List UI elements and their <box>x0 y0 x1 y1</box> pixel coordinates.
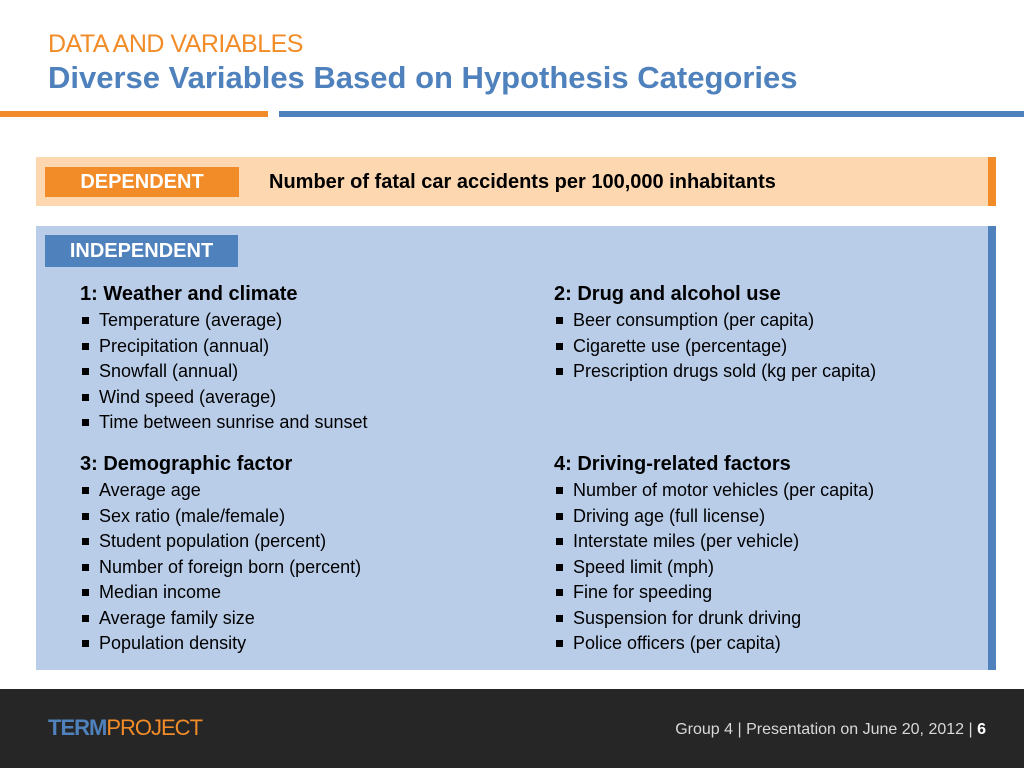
list-item: Suspension for drunk driving <box>554 606 874 632</box>
section-kicker: DATA AND VARIABLES <box>48 30 303 58</box>
list-item: Precipitation (annual) <box>80 334 367 360</box>
list-item: Average age <box>80 478 361 504</box>
group-weather-climate <box>80 281 367 436</box>
list-item: Speed limit (mph) <box>554 555 874 581</box>
list-item: Number of motor vehicles (per capita) <box>554 478 874 504</box>
list-item: Prescription drugs sold (kg per capita) <box>554 359 876 385</box>
list-item: Fine for speeding <box>554 580 874 606</box>
dependent-band-edge <box>988 157 996 206</box>
dependent-variable: Number of fatal car accidents per 100,000 inhabitants <box>269 171 776 193</box>
group-title: 1: Weather and climate <box>80 283 298 305</box>
slide-title: Diverse Variables Based on Hypothesis Categories <box>48 60 798 95</box>
group-list <box>80 478 361 657</box>
header-rule-orange <box>0 111 268 117</box>
list-item: Time between sunrise and sunset <box>80 410 367 436</box>
list-item: Snowfall (annual) <box>80 359 367 385</box>
group-list <box>80 308 367 436</box>
list-item: Temperature (average) <box>80 308 367 334</box>
independent-label: INDEPENDENT <box>45 235 238 267</box>
group-driving-related <box>554 451 874 657</box>
dependent-band <box>36 157 996 206</box>
list-item: Population density <box>80 631 361 657</box>
slide-header <box>48 30 797 97</box>
list-item: Driving age (full license) <box>554 504 874 530</box>
logo-term: TERM <box>48 715 107 740</box>
group-drug-alcohol <box>554 281 876 385</box>
list-item: Wind speed (average) <box>80 385 367 411</box>
list-item: Cigarette use (percentage) <box>554 334 876 360</box>
list-item: Student population (percent) <box>80 529 361 555</box>
group-title: 3: Demographic factor <box>80 453 293 475</box>
dependent-label: DEPENDENT <box>45 167 239 197</box>
list-item: Sex ratio (male/female) <box>80 504 361 530</box>
list-item: Number of foreign born (percent) <box>80 555 361 581</box>
page-number: 6 <box>977 721 986 738</box>
list-item: Beer consumption (per capita) <box>554 308 876 334</box>
logo-project: PROJECT <box>106 715 203 740</box>
term-project-logo <box>48 715 202 741</box>
list-item: Average family size <box>80 606 361 632</box>
footer-info <box>675 720 986 740</box>
independent-panel <box>36 226 996 670</box>
slide-footer <box>0 689 1024 768</box>
independent-panel-edge <box>988 226 996 670</box>
group-list <box>554 308 876 385</box>
group-title: 4: Driving-related factors <box>554 453 791 475</box>
group-demographic <box>80 451 361 657</box>
list-item: Police officers (per capita) <box>554 631 874 657</box>
group-title: 2: Drug and alcohol use <box>554 283 781 305</box>
list-item: Median income <box>80 580 361 606</box>
header-rule-blue <box>279 111 1024 117</box>
presentation-info: Group 4 | Presentation on June 20, 2012 | <box>675 721 978 738</box>
group-list <box>554 478 874 657</box>
list-item: Interstate miles (per vehicle) <box>554 529 874 555</box>
